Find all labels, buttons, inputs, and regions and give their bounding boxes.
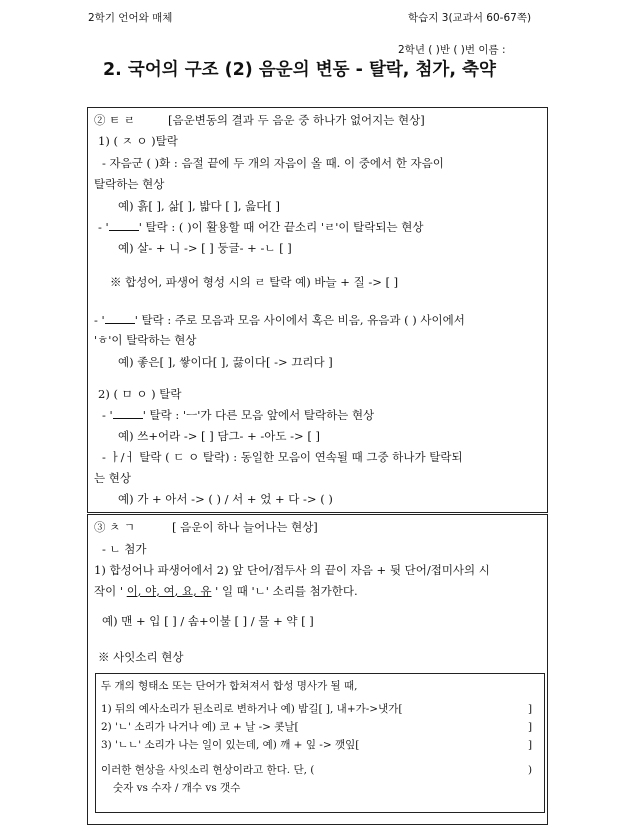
paren-close: )	[528, 764, 533, 776]
bracket-close: ]	[528, 703, 533, 715]
quote-open: - '	[94, 313, 105, 327]
worksheet-label: 학습지 3(교과서 60-67쪽)	[408, 12, 532, 24]
text-line: - ㄴ 첨가	[102, 542, 147, 556]
example-line: 예) 가 + 아서 -> ( ) / 서 + 었 + 다 -> ( )	[118, 492, 333, 506]
blank-underline	[109, 220, 139, 231]
page-title: 2. 국어의 구조 (2) 음운의 변동 - 탈락, 첨가, 축약	[103, 60, 496, 80]
example-line: 예) 쓰+어라 -> [ ] 담그- + -아도 -> [ ]	[118, 429, 320, 443]
text-line-eu-elision	[102, 408, 374, 422]
rule-line: 2) 'ㄴ' 소리가 나거나 예) 코 + 날 -> 콧날[	[101, 721, 299, 733]
underlined-vowels: 이, 야, 여, 요, 유	[126, 584, 212, 598]
line-rest: ' 탈락 : 주로 모음과 모음 사이에서 혹은 비음, 유음과 ( ) 사이에서	[134, 313, 465, 327]
quote-open: 작이 '	[94, 584, 127, 598]
text-line: 탈락하는 현상	[94, 177, 165, 191]
rule-line: 이러한 현상을 사잇소리 현상이라고 한다. 단, (	[101, 764, 315, 776]
text-line-rieul-elision	[98, 220, 423, 234]
blank-underline	[105, 313, 135, 324]
line-rest: ' 탈락 : ( )이 활용할 때 어간 끝소리 'ㄹ'이 탈락되는 현상	[138, 220, 424, 234]
rule-line: 1) 뒤의 예사소리가 된소리로 변하거나 예) 밤길[ ], 내+가->냇가[	[101, 703, 403, 715]
example-line: 예) 좋은[ ], 쌓이다[ ], 끓이다[ -> 끄리다 ]	[118, 355, 333, 369]
subheading-consonant-elision: 1) ( ㅈ ㅇ )탈락	[98, 134, 178, 148]
text-line: 는 현상	[94, 471, 131, 485]
example-line: 예) 맨 + 입 [ ] / 솜+이불 [ ] / 물 + 약 [ ]	[102, 614, 314, 628]
bracket-close: ]	[528, 721, 533, 733]
rule-line: 3) 'ㄴㄴ' 소리가 나는 일이 있는데, 예) 깨 + 잎 -> 깻잎[	[101, 739, 360, 751]
quote-open: - '	[102, 408, 113, 422]
text-line: - 자음군 ( )화 : 음절 끝에 두 개의 자음이 올 때. 이 중에서 한 자음이	[102, 156, 444, 170]
note-line: ※ 합성어, 파생어 형성 시의 ㄹ 탈락 예) 바늘 + 질 -> [ ]	[110, 275, 399, 289]
example-line: 예) 살- + 니 -> [ ] 둥글- + -ㄴ [ ]	[118, 241, 292, 255]
note-line: ※ 사잇소리 현상	[98, 650, 184, 664]
section-heading-definition: [음운변동의 결과 두 음운 중 하나가 없어지는 현상]	[168, 113, 425, 127]
text-line: 'ㅎ'이 탈락하는 현상	[94, 333, 197, 347]
section-heading-symbol: ③ ㅊ ㄱ	[94, 520, 136, 534]
course-label: 2학기 언어와 매체	[88, 12, 173, 24]
text-line: - ㅏ/ㅓ 탈락 ( ㄷ ㅇ 탈락) : 동일한 모음이 연속될 때 그중 하나가 탈락되	[102, 450, 463, 464]
subheading-vowel-elision: 2) ( ㅁ ㅇ ) 탈락	[98, 387, 182, 401]
blank-underline	[113, 408, 143, 419]
section-heading-definition: [ 음운이 하나 늘어나는 현상]	[172, 520, 318, 534]
line-rest: ' 탈락 : 'ㅡ'가 다른 모음 앞에서 탈락하는 현상	[142, 408, 375, 422]
quote-open: - '	[98, 220, 109, 234]
text-line	[94, 584, 358, 598]
student-info: 2학년 ( )반 ( )번 이름 :	[398, 44, 506, 56]
bracket-close: ]	[528, 739, 533, 751]
section-heading-symbol: ② ㅌ ㄹ	[94, 113, 136, 127]
line-rest: ' 일 때 'ㄴ' 소리를 첨가한다.	[211, 584, 358, 598]
example-line: 예) 흙[ ], 삶[ ], 밟다 [ ], 읊다[ ]	[118, 199, 281, 213]
inner-box-title: 두 개의 형태소 또는 단어가 합쳐져서 합성 명사가 될 때,	[101, 680, 358, 692]
example-comparison: 숫자 vs 수자 / 개수 vs 갯수	[113, 782, 241, 794]
text-line-hieut-elision	[94, 313, 465, 327]
text-line: 1) 합성어나 파생어에서 2) 앞 단어/접두사 의 끝이 자음 + 뒷 단어/접미사의 시	[94, 563, 490, 577]
